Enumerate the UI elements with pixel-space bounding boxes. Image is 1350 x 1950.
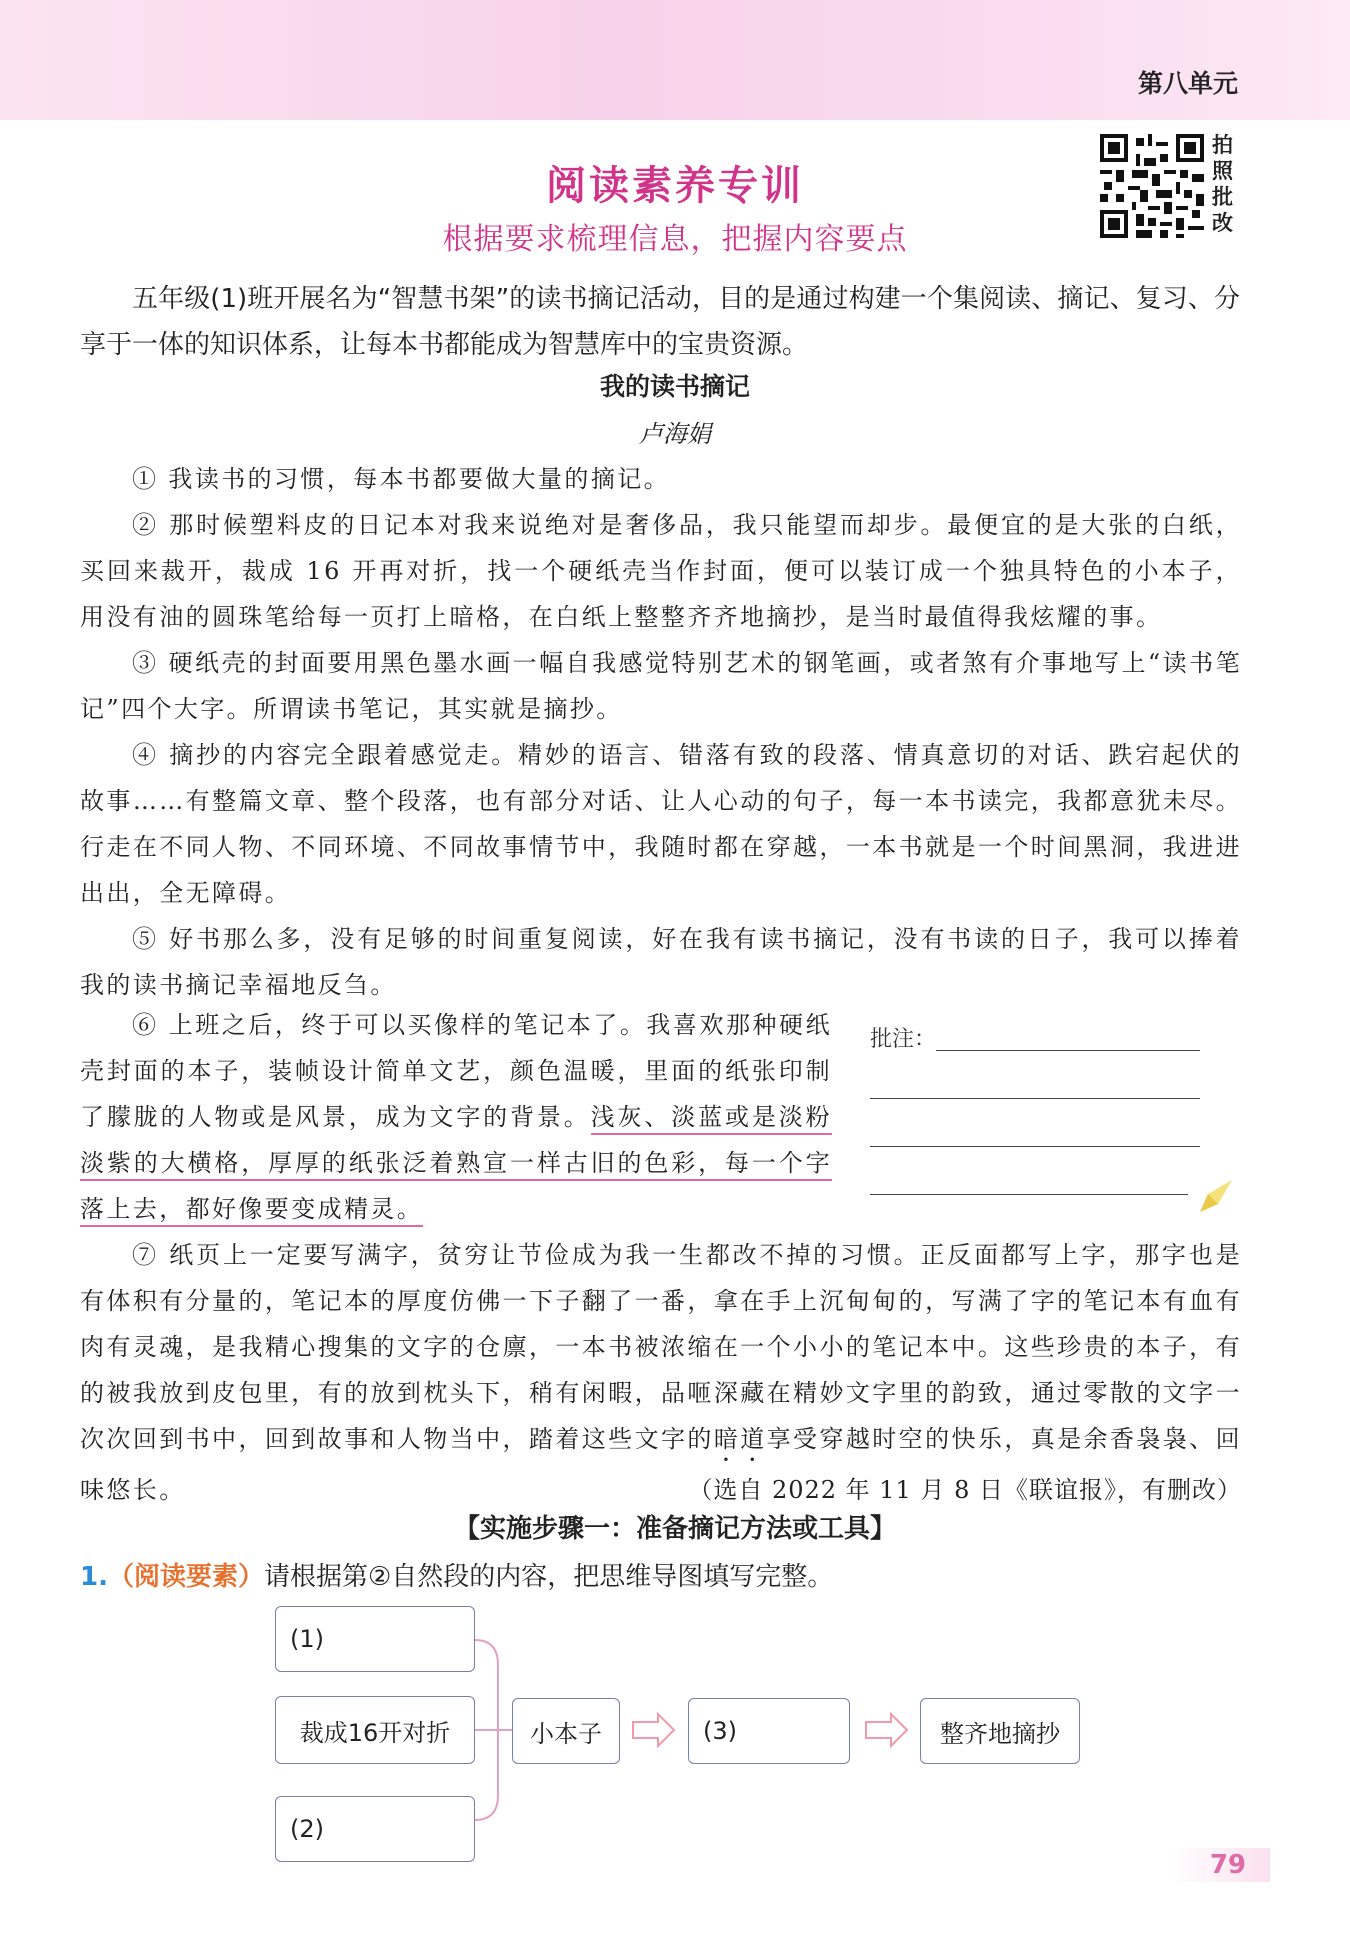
intro-paragraph: 五年级(1)班开展名为“智慧书架”的读书摘记活动，目的是通过构建一个集阅读、摘记、复习、分享于一体的知识体系，让每本书都能成为智慧库中的宝贵资源。 [80,284,1240,360]
blank-box-2[interactable] [275,1796,475,1862]
blank-3-label: (3) [703,1717,737,1745]
article-author: 卢海娟 [639,420,711,448]
question-text: 请根据第②自然段的内容，把思维导图填写完整。 [263,1562,834,1592]
copy-neatly-label: 整齐地摘抄 [940,1719,1060,1748]
annotation-label: 批注： [870,1027,937,1052]
article-title: 我的读书摘记 [599,372,750,401]
qr-caption: 拍照批改 [1212,133,1233,235]
paragraph-6-text: ⑥ 上班之后，终于可以买像样的笔记本了。我喜欢那种硬纸壳封面的本子，装帧设计简单文艺，颜色温暖，里面的纸张印制了朦胧的人物或是风景，成为文字的背景。 [80,1011,832,1131]
paragraph-7-text-a: ⑦ 纸页上一定要写满字，贫穷让节俭成为我一生都改不掉的习惯。正反面都写上字，那字也是有体积有分量的，笔记本的厚度仿佛一下子翻了一番，拿在手上沉甸甸的，写满了字的笔记本有血有肉有灵魂，是我精心搜集的文字的仓廪，一本书被浓缩在一个小小的笔记本中。这些珍贵的本子，有的被我放到皮包里，有的放到枕头下，稍有闲暇，品咂深藏在精妙文字里的韵致，通过零散的文字一次次回到书中，回到故事和人物当中，踏着这些文字的 [80,1241,1242,1453]
notebook-box [512,1698,620,1764]
underlined-sentence: 浅灰、淡蓝或是淡粉淡紫的大横格，厚厚的纸张泛着熟宣一样古旧的色彩，每一个字落上去，都好像要变成精灵。 [80,1103,832,1227]
source-citation: （选自 2022 年 11 月 8 日《联谊报》，有删改） [688,1476,1242,1504]
blank-2-label: (2) [290,1815,324,1843]
question-number: 1. [80,1562,108,1592]
paragraph-1: ① 我读书的习惯，每本书都要做大量的摘记。 [132,465,671,493]
paragraph-2: ② 那时候塑料皮的日记本对我来说绝对是奢侈品，我只能望而却步。最便宜的是大张的白纸，买回来裁开，裁成 16 开再对折，找一个硬纸壳当作封面，便可以装订成一个独具特色的小本子，用没有油的圆珠笔给每一页打上暗格，在白纸上整整齐齐地摘抄，是当时最值得我炫耀的事。 [80,511,1242,631]
blank-box-3[interactable] [688,1698,850,1764]
arrow-icon-1 [633,1714,674,1746]
notebook-label: 小本子 [530,1719,602,1748]
cut-paper-box [275,1696,475,1764]
dotted-word: 暗道 [713,1425,767,1453]
step-heading: 【实施步骤一：准备摘记方法或工具】 [453,1514,896,1544]
page-number: 79 [1170,1848,1270,1882]
page-title: 阅读素养专训 [546,163,804,209]
blank-box-1[interactable] [275,1606,475,1672]
paragraph-3: ③ 硬纸壳的封面要用黑色墨水画一幅自我感觉特别艺术的钢笔画，或者煞有介事地写上“读书笔记”四个大字。所谓读书笔记，其实就是摘抄。 [80,649,1242,723]
blank-1-label: (1) [290,1625,324,1653]
arrow-icon-2 [866,1714,907,1746]
paragraph-4: ④ 摘抄的内容完全跟着感觉走。精妙的语言、错落有致的段落、情真意切的对话、跌宕起伏的故事……有整篇文章、整个段落，也有部分对话、让人心动的句子，每一本书读完，我都意犹未尽。行走在不同人物、不同环境、不同故事情节中，我随时都在穿越，一本书就是一个时间黑洞，我进进出出，全无障碍。 [80,741,1242,907]
copy-neatly-box [920,1698,1080,1764]
page-subtitle: 根据要求梳理信息，把握内容要点 [442,222,908,257]
paragraph-5: ⑤ 好书那么多，没有足够的时间重复阅读，好在我有读书摘记，没有书读的日子，我可以捧着我的读书摘记幸福地反刍。 [80,925,1242,999]
cut-paper-label: 裁成16开对折 [299,1718,451,1747]
unit-label: 第八单元 [1137,69,1238,98]
paragraph-7-text-b: 享受穿越时空的快乐，真是余香袅袅、回味悠长。 [80,1425,1242,1504]
question-tag: （阅读要素） [107,1562,264,1592]
